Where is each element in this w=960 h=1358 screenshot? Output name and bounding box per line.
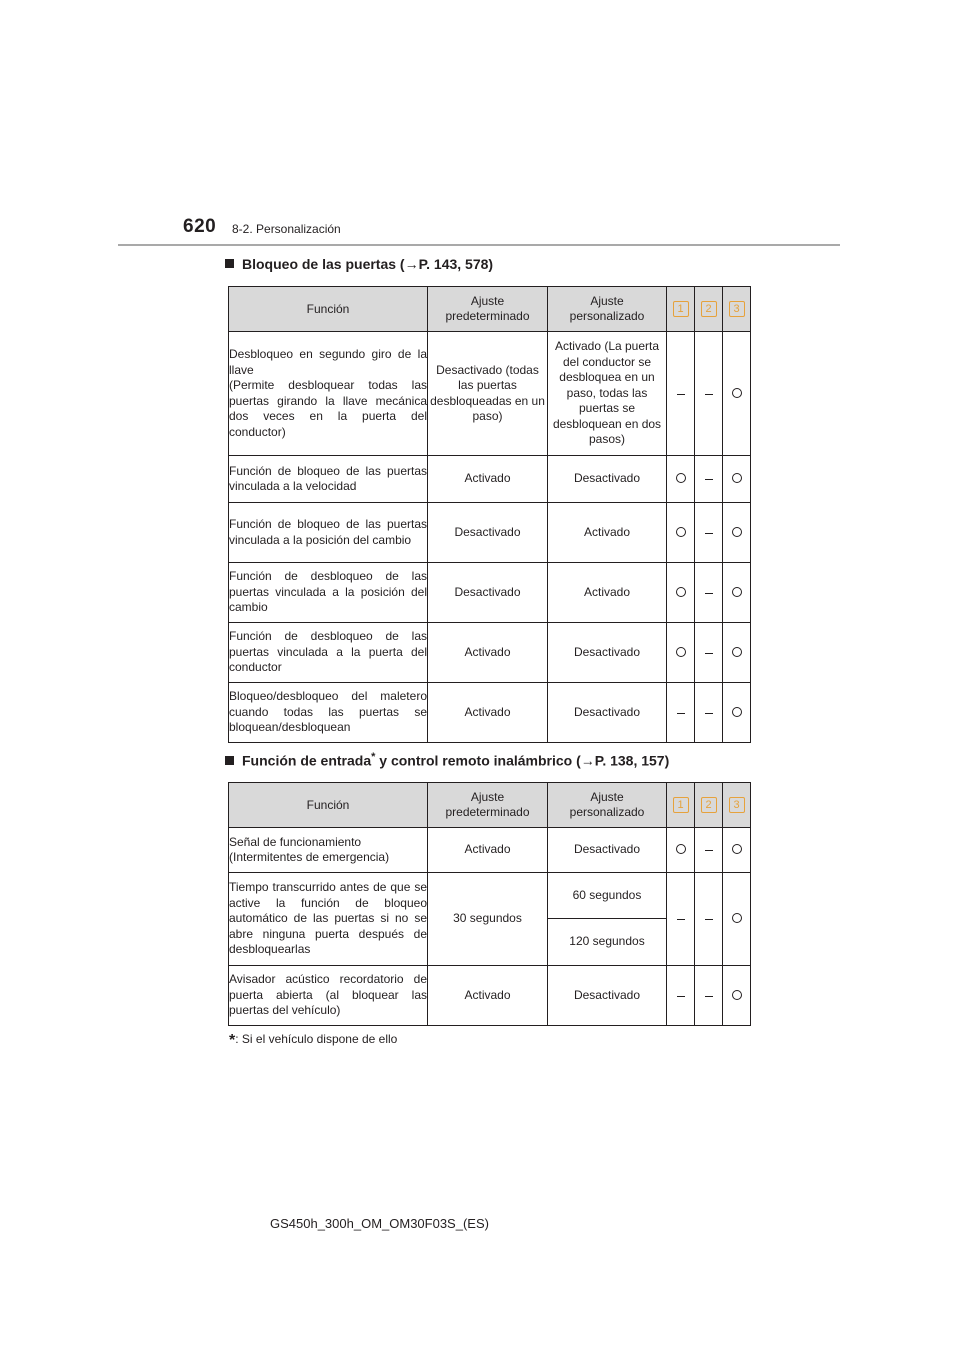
table-body bbox=[229, 332, 751, 743]
dash-icon bbox=[705, 653, 713, 654]
footnote-star-mark: * bbox=[371, 751, 376, 763]
function-cell: Tiempo transcurrido antes de que se active la función de bloqueo automático de las puertas si no se abre ninguna puerta después de desbloquearlas bbox=[229, 873, 428, 966]
default-cell: Desactivado bbox=[428, 563, 548, 623]
column-header-function: Función bbox=[229, 287, 428, 332]
dash-icon bbox=[705, 479, 713, 480]
mark-cell bbox=[695, 828, 723, 873]
mark-cell bbox=[695, 503, 723, 563]
number-3-icon: 3 bbox=[729, 301, 745, 317]
mark-cell bbox=[667, 828, 695, 873]
column-header-custom: Ajuste personalizado bbox=[548, 783, 667, 828]
dash-icon bbox=[705, 713, 713, 714]
door-lock-table bbox=[228, 286, 751, 743]
custom-cell: Activado bbox=[548, 563, 667, 623]
number-2-icon: 2 bbox=[701, 797, 717, 813]
mark-cell bbox=[723, 503, 751, 563]
table-row bbox=[229, 623, 751, 683]
table-row bbox=[229, 503, 751, 563]
circle-icon bbox=[732, 587, 742, 597]
table-row bbox=[229, 456, 751, 503]
function-cell: Función de bloqueo de las puertas vinculada a la velocidad bbox=[229, 456, 428, 503]
table-row bbox=[229, 966, 751, 1026]
circle-icon bbox=[732, 913, 742, 923]
column-header-3 bbox=[723, 287, 751, 332]
circle-icon bbox=[732, 707, 742, 717]
function-cell: Desbloqueo en segundo giro de la llave (Permite desbloquear todas las puertas girando la llave mecánica dos veces en la puerta del conductor) bbox=[229, 332, 428, 456]
column-header-2 bbox=[695, 287, 723, 332]
mark-cell bbox=[723, 828, 751, 873]
dash-icon bbox=[705, 593, 713, 594]
dash-icon bbox=[677, 996, 685, 997]
number-1-icon: 1 bbox=[673, 797, 689, 813]
default-cell: Activado bbox=[428, 683, 548, 743]
mark-cell bbox=[695, 873, 723, 966]
circle-icon bbox=[676, 587, 686, 597]
default-cell: Desactivado bbox=[428, 503, 548, 563]
default-cell: Activado bbox=[428, 966, 548, 1026]
default-cell: Activado bbox=[428, 456, 548, 503]
custom-cell: Desactivado bbox=[548, 456, 667, 503]
mark-cell bbox=[695, 456, 723, 503]
section-label: 8-2. Personalización bbox=[232, 222, 341, 236]
mark-cell bbox=[667, 332, 695, 456]
custom-cell: 120 segundos bbox=[548, 919, 667, 966]
dash-icon bbox=[705, 919, 713, 920]
arrow-icon: → bbox=[580, 752, 595, 769]
circle-icon bbox=[732, 990, 742, 1000]
table-row bbox=[229, 683, 751, 743]
mark-cell bbox=[723, 332, 751, 456]
dash-icon bbox=[705, 533, 713, 534]
table-row bbox=[229, 332, 751, 456]
circle-icon bbox=[732, 473, 742, 483]
number-1-icon: 1 bbox=[673, 301, 689, 317]
dash-icon bbox=[677, 919, 685, 920]
mark-cell bbox=[723, 966, 751, 1026]
function-cell: Función de desbloqueo de las puertas vinculada a la posición del cambio bbox=[229, 563, 428, 623]
function-cell: Avisador acústico recordatorio de puerta abierta (al bloquear las puertas del vehículo) bbox=[229, 966, 428, 1026]
table-body bbox=[229, 828, 751, 1026]
column-header-default: Ajuste predeterminado bbox=[428, 783, 548, 828]
circle-icon bbox=[732, 844, 742, 854]
table-header-row bbox=[229, 783, 751, 828]
custom-cell: Desactivado bbox=[548, 966, 667, 1026]
footnote-text: : Si el vehículo dispone de ello bbox=[235, 1032, 398, 1046]
mark-cell bbox=[723, 563, 751, 623]
default-cell: Activado bbox=[428, 828, 548, 873]
custom-cell: Activado (La puerta del conductor se desbloquea en un paso, todas las puertas se desbloquean en dos pasos) bbox=[548, 332, 667, 456]
table-header-row bbox=[229, 287, 751, 332]
column-header-1 bbox=[667, 783, 695, 828]
column-header-3 bbox=[723, 783, 751, 828]
column-header-default: Ajuste predeterminado bbox=[428, 287, 548, 332]
custom-cell: Activado bbox=[548, 503, 667, 563]
circle-icon bbox=[676, 473, 686, 483]
number-3-icon: 3 bbox=[729, 797, 745, 813]
circle-icon bbox=[732, 647, 742, 657]
column-header-2 bbox=[695, 783, 723, 828]
default-cell: Desactivado (todas las puertas desbloqueadas en un paso) bbox=[428, 332, 548, 456]
number-2-icon: 2 bbox=[701, 301, 717, 317]
default-cell: Activado bbox=[428, 623, 548, 683]
dash-icon bbox=[677, 394, 685, 395]
mark-cell bbox=[667, 563, 695, 623]
mark-cell bbox=[723, 456, 751, 503]
circle-icon bbox=[676, 527, 686, 537]
custom-cell: Desactivado bbox=[548, 828, 667, 873]
mark-cell bbox=[667, 623, 695, 683]
function-cell: Función de desbloqueo de las puertas vinculada a la puerta del conductor bbox=[229, 623, 428, 683]
mark-cell bbox=[667, 503, 695, 563]
dash-icon bbox=[677, 713, 685, 714]
section-heading-door-lock: Bloqueo de las puertas (→P. 143, 578) bbox=[225, 256, 493, 272]
mark-cell bbox=[695, 966, 723, 1026]
dash-icon bbox=[705, 394, 713, 395]
column-header-1 bbox=[667, 287, 695, 332]
mark-cell bbox=[695, 332, 723, 456]
custom-cell: Desactivado bbox=[548, 683, 667, 743]
mark-cell bbox=[695, 623, 723, 683]
column-header-custom: Ajuste personalizado bbox=[548, 287, 667, 332]
circle-icon bbox=[732, 527, 742, 537]
mark-cell bbox=[695, 563, 723, 623]
entry-function-table bbox=[228, 782, 751, 1026]
function-cell: Bloqueo/desbloqueo del maletero cuando todas las puertas se bloquean/desbloquean bbox=[229, 683, 428, 743]
circle-icon bbox=[676, 844, 686, 854]
dash-icon bbox=[705, 850, 713, 851]
mark-cell bbox=[695, 683, 723, 743]
default-cell: 30 segundos bbox=[428, 873, 548, 966]
function-cell: Función de bloqueo de las puertas vinculada a la posición del cambio bbox=[229, 503, 428, 563]
mark-cell bbox=[723, 683, 751, 743]
custom-cell: 60 segundos bbox=[548, 873, 667, 919]
circle-icon bbox=[676, 647, 686, 657]
circle-icon bbox=[732, 388, 742, 398]
function-cell: Señal de funcionamiento (Intermitentes de emergencia) bbox=[229, 828, 428, 873]
square-bullet-icon bbox=[225, 259, 234, 268]
mark-cell bbox=[667, 456, 695, 503]
custom-cell: Desactivado bbox=[548, 623, 667, 683]
footnote bbox=[229, 1032, 397, 1050]
mark-cell bbox=[723, 623, 751, 683]
table-row bbox=[229, 563, 751, 623]
document-code: GS450h_300h_OM_OM30F03S_(ES) bbox=[270, 1216, 489, 1231]
page-number: 620 bbox=[183, 216, 217, 237]
mark-cell bbox=[723, 873, 751, 966]
mark-cell bbox=[667, 966, 695, 1026]
header-rule bbox=[118, 244, 840, 246]
column-header-function: Función bbox=[229, 783, 428, 828]
mark-cell bbox=[667, 683, 695, 743]
section-heading-entry-function: Función de entrada* y control remoto inalámbrico (→P. 138, 157) bbox=[225, 751, 669, 769]
dash-icon bbox=[705, 996, 713, 997]
table-row bbox=[229, 828, 751, 873]
arrow-icon: → bbox=[404, 256, 419, 272]
table-row bbox=[229, 873, 751, 919]
square-bullet-icon bbox=[225, 756, 234, 765]
mark-cell bbox=[667, 873, 695, 966]
footnote-star: * bbox=[229, 1032, 236, 1049]
